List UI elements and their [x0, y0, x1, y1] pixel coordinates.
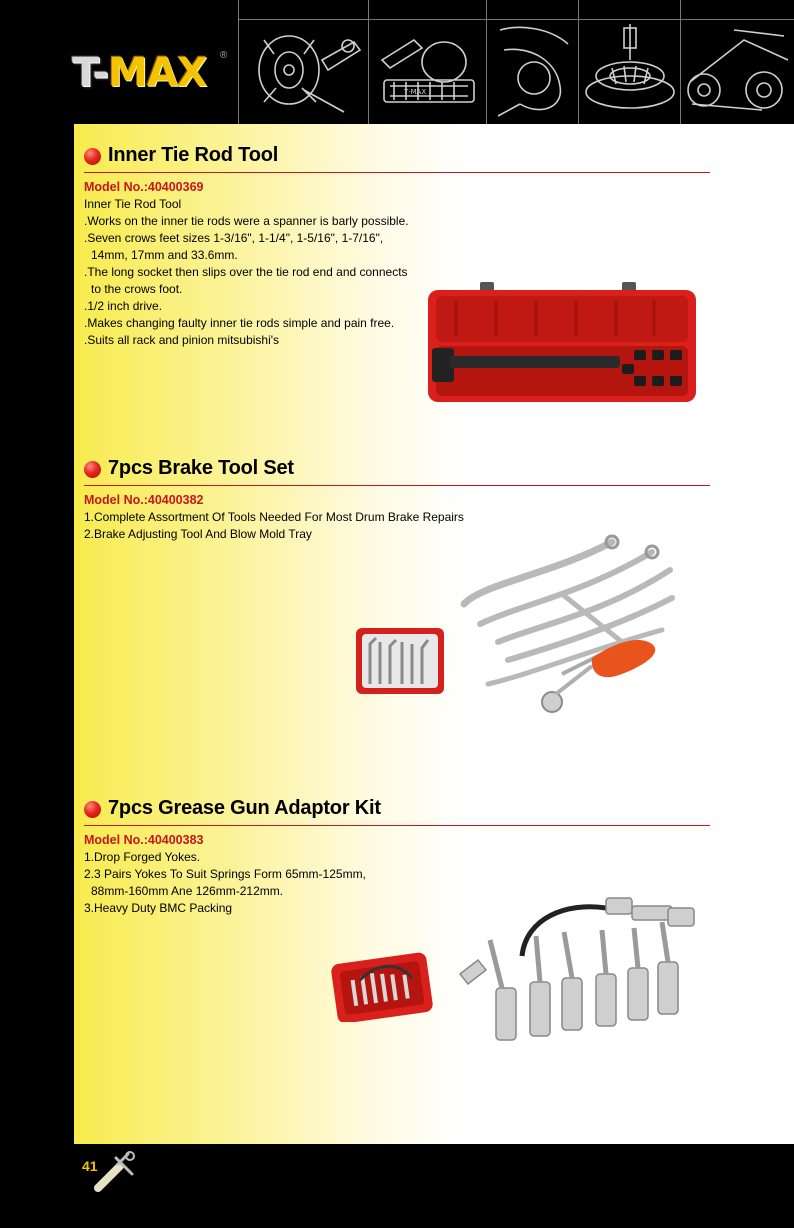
- title-underline: [84, 485, 710, 486]
- product-title: Inner Tie Rod Tool: [108, 144, 279, 166]
- description-line: .The long socket then slips over the tie rod end and connects: [84, 265, 408, 279]
- product-grease-gun-adaptor-kit: [84, 797, 710, 915]
- model-number: Model No.:40400383: [84, 833, 204, 847]
- brand-logo: [72, 44, 232, 108]
- description-line: to the crows foot.: [91, 282, 183, 296]
- section-heading: [84, 457, 710, 483]
- pipe-cutter-icon: [490, 20, 576, 120]
- bullet-icon: [84, 148, 101, 165]
- grease-adaptors-photo: [456, 878, 698, 1050]
- spring-compressor-icon: [374, 20, 484, 120]
- section-heading: [84, 144, 710, 170]
- page-number: 41: [82, 1158, 98, 1174]
- description-line: .1/2 inch drive.: [84, 299, 163, 313]
- tool-label: T·MAX: [404, 88, 427, 96]
- model-number: Model No.:40400369: [84, 180, 204, 194]
- bullet-icon: [84, 461, 101, 478]
- section-heading: [84, 797, 710, 823]
- tools-icon: [94, 1148, 138, 1192]
- product-brake-tool-set: [84, 457, 710, 541]
- header-divider: [368, 0, 369, 124]
- description-line: .Works on the inner tie rods were a spanner is barly possible.: [84, 214, 409, 228]
- product-description: [84, 196, 444, 349]
- description-line: 14mm, 17mm and 33.6mm.: [91, 248, 238, 262]
- header-divider: [680, 0, 681, 124]
- description-line: 2.3 Pairs Yokes To Suit Springs Form 65mm-125mm,: [84, 867, 366, 881]
- description-line: 88mm-160mm Ane 126mm-212mm.: [91, 884, 284, 898]
- description-line: Inner Tie Rod Tool: [84, 197, 182, 211]
- registered-mark: ®: [220, 50, 228, 61]
- header-divider: [578, 0, 579, 124]
- description-line: 2.Brake Adjusting Tool And Blow Mold Tray: [84, 527, 312, 541]
- description-line: 3.Heavy Duty BMC Packing: [84, 901, 233, 915]
- title-underline: [84, 172, 710, 173]
- grease-kit-case-photo: [330, 950, 434, 1022]
- header-divider: [238, 0, 239, 124]
- inner-tie-rod-tool-photo: [426, 280, 698, 404]
- brake-tool-tray-photo: [354, 624, 446, 696]
- product-title: 7pcs Brake Tool Set: [108, 457, 294, 479]
- ball-joint-press-icon: [244, 20, 364, 120]
- description-line: 1.Complete Assortment Of Tools Needed For Most Drum Brake Repairs: [84, 510, 464, 524]
- bearing-puller-icon: [582, 20, 678, 120]
- brand-logo-text: T-MAX: [72, 50, 207, 96]
- description-line: 1.Drop Forged Yokes.: [84, 850, 201, 864]
- description-line: .Suits all rack and pinion mitsubishi's: [84, 333, 280, 347]
- timing-belt-icon: [684, 20, 792, 120]
- description-line: .Seven crows feet sizes 1-3/16", 1-1/4", 1-5/16", 1-7/16",: [84, 231, 384, 245]
- title-underline: [84, 825, 710, 826]
- page-header: [0, 0, 794, 124]
- model-number: Model No.:40400382: [84, 493, 204, 507]
- header-divider: [486, 0, 487, 124]
- product-inner-tie-rod-tool: [84, 144, 710, 347]
- description-line: .Makes changing faulty inner tie rods simple and pain free.: [84, 316, 395, 330]
- product-title: 7pcs Grease Gun Adaptor Kit: [108, 797, 381, 819]
- brake-tools-photo: [452, 534, 682, 720]
- bullet-icon: [84, 801, 101, 818]
- product-description: [84, 849, 444, 917]
